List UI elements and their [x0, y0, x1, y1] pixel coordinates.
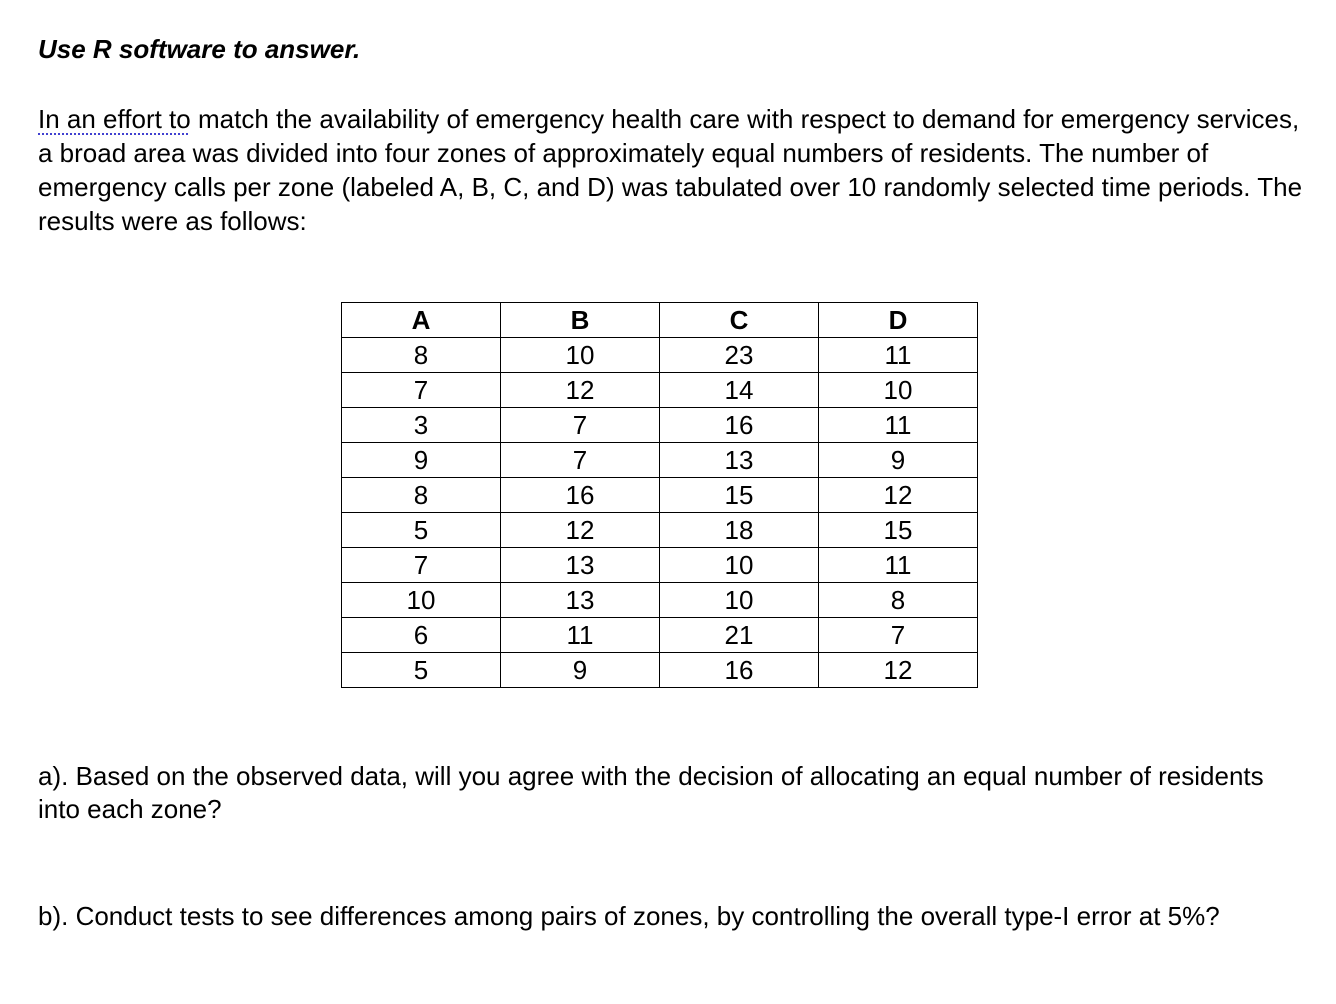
table-cell: 3 [342, 408, 501, 443]
table-cell: 15 [660, 478, 819, 513]
table-cell: 11 [819, 548, 978, 583]
table-cell: 12 [501, 373, 660, 408]
table-cell: 13 [501, 583, 660, 618]
table-cell: 16 [660, 408, 819, 443]
table-cell: 10 [660, 583, 819, 618]
table-cell: 8 [819, 583, 978, 618]
table-cell: 14 [660, 373, 819, 408]
grammar-flagged-phrase: In an effort to [38, 104, 191, 134]
table-cell: 6 [342, 618, 501, 653]
table-cell: 12 [819, 478, 978, 513]
column-header-c: C [660, 303, 819, 338]
problem-description-text: match the availability of emergency health care with respect to demand for emergency services, a broad area was divided into four zones of approximately equal numbers of residents. The number of emergency calls per zone (labeled A, B, C, and D) was tabulated over 10 randomly selected time periods. The results were as follows: [38, 104, 1303, 236]
table-row [342, 408, 978, 443]
table-cell: 10 [819, 373, 978, 408]
table-cell: 21 [660, 618, 819, 653]
table-cell: 8 [342, 338, 501, 373]
table-cell: 16 [501, 478, 660, 513]
table-cell: 13 [501, 548, 660, 583]
table-cell: 7 [501, 408, 660, 443]
table-cell: 5 [342, 653, 501, 688]
table-cell: 7 [501, 443, 660, 478]
table-body [342, 338, 978, 688]
table-cell: 11 [819, 338, 978, 373]
table-cell: 7 [819, 618, 978, 653]
emergency-calls-table [341, 302, 978, 688]
table-cell: 12 [501, 513, 660, 548]
column-header-b: B [501, 303, 660, 338]
problem-description [38, 102, 1308, 238]
table-cell: 13 [660, 443, 819, 478]
table-row [342, 338, 978, 373]
table-cell: 16 [660, 653, 819, 688]
table-cell: 10 [342, 583, 501, 618]
column-header-d: D [819, 303, 978, 338]
table-cell: 7 [342, 373, 501, 408]
table-row [342, 513, 978, 548]
table-cell: 5 [342, 513, 501, 548]
question-a: a). Based on the observed data, will you agree with the decision of allocating an equal number of residents into each zone? [38, 761, 1264, 824]
column-header-a: A [342, 303, 501, 338]
question-b: b). Conduct tests to see differences among pairs of zones, by controlling the overall type-I error at 5%? [38, 901, 1220, 931]
table-cell: 8 [342, 478, 501, 513]
table-row [342, 478, 978, 513]
assignment-heading: Use R software to answer. [38, 34, 361, 64]
table-cell: 11 [501, 618, 660, 653]
table-cell: 12 [819, 653, 978, 688]
table-row [342, 373, 978, 408]
table-cell: 15 [819, 513, 978, 548]
table-row [342, 653, 978, 688]
table-header-row [342, 303, 978, 338]
table-cell: 9 [342, 443, 501, 478]
table-cell: 9 [501, 653, 660, 688]
table-cell: 23 [660, 338, 819, 373]
table-row [342, 618, 978, 653]
table-cell: 10 [660, 548, 819, 583]
table-cell: 7 [342, 548, 501, 583]
table-row [342, 583, 978, 618]
table-cell: 18 [660, 513, 819, 548]
table-row [342, 443, 978, 478]
table-cell: 10 [501, 338, 660, 373]
table-cell: 11 [819, 408, 978, 443]
table-row [342, 548, 978, 583]
table-cell: 9 [819, 443, 978, 478]
